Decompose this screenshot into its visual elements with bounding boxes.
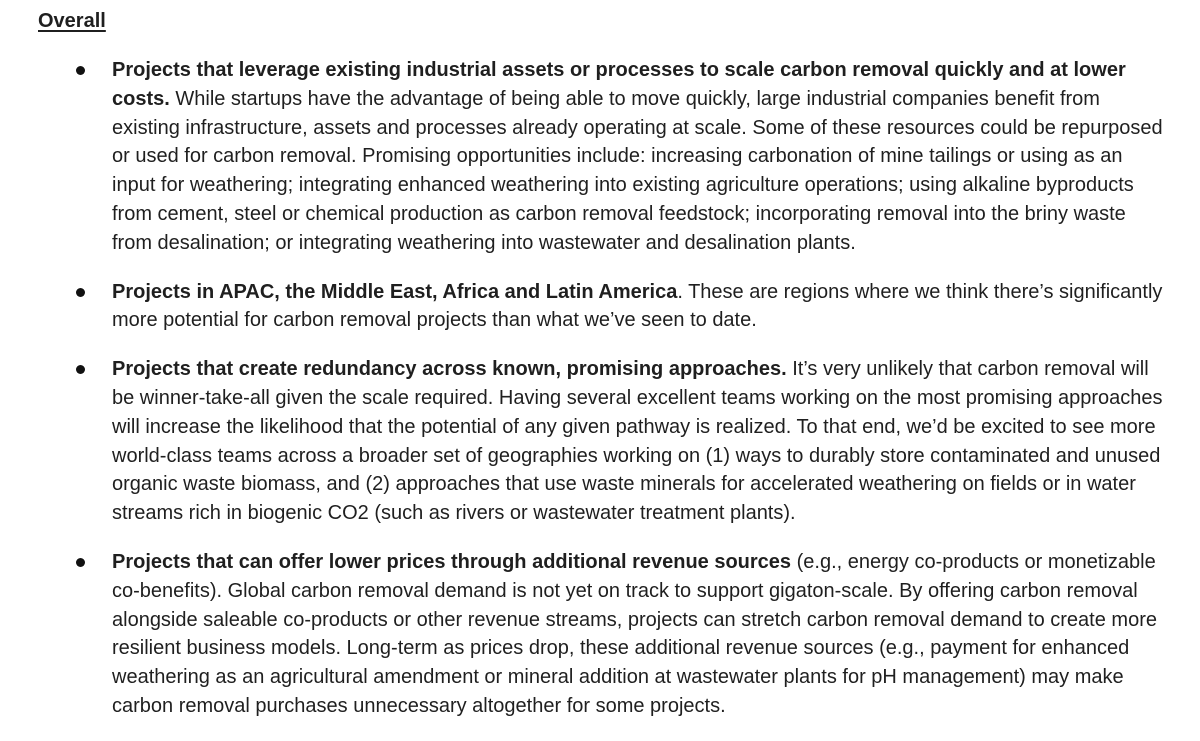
bullet-body-text: While startups have the advantage of being able to move quickly, large industrial companies benefit from existing infrastructure, assets and processes already operating at scale. Some of these resources could be repurposed or used for carbon removal. Promising opportunities include: increasing carbonation of mine tailings or using as an input for weathering; integrating enhanced weathering into existing agriculture operations; using alkaline byproducts from cement, steel or chemical production as carbon removal feedstock; incorporating removal into the briny waste from desalination; or integrating weathering into wastewater and desalination plants. — [112, 87, 1163, 254]
bullet-body-text: It’s very unlikely that carbon removal will be winner-take-all given the scale required. Having several excellent teams working on the most promising approaches will increase the likelihood that the potential of any given pathway is realized. To that end, we’d be excited to see more world-class teams across a broader set of geographies working on (1) ways to durably store contaminated and unused organic waste biomass, and (2) approaches that use waste minerals for accelerated weathering on fields or in water streams rich in biogenic CO2 (such as rivers or wastewater treatment plants). — [112, 358, 1163, 525]
list-item — [38, 278, 1168, 336]
list-item — [38, 355, 1168, 528]
bullet-icon — [76, 288, 85, 297]
bullet-bold-lead: Projects that can offer lower prices through additional revenue sources — [112, 550, 792, 573]
bullet-bold-lead: Projects in APAC, the Middle East, Africa and Latin America — [112, 280, 678, 303]
bullet-icon — [76, 558, 85, 567]
document-body — [38, 8, 1168, 741]
list-item — [38, 548, 1168, 721]
bullet-body-text: . These are regions where we think there’s significantly more potential for carbon removal projects than what we’ve seen to date. — [112, 280, 1163, 332]
bullet-list — [38, 56, 1168, 721]
bullet-icon — [76, 66, 85, 75]
section-heading: Overall — [38, 10, 106, 32]
bullet-icon — [76, 365, 85, 374]
bullet-bold-lead: Projects that leverage existing industrial assets or processes to scale carbon removal quickly and at lower costs. — [112, 59, 1126, 110]
bullet-bold-lead: Projects that create redundancy across known, promising approaches. — [112, 358, 787, 381]
list-item — [38, 56, 1168, 258]
bullet-body-text: (e.g., energy co-products or monetizable co-benefits). Global carbon removal demand is not yet on track to support gigaton-scale. By offering carbon removal alongside saleable co-products or other revenue streams, projects can stretch carbon removal demand to create more resilient business models. Long-term as prices drop, these additional revenue sources (e.g., payment for enhanced weathering as an agricultural amendment or mineral addition at wastewater plants for pH management) may make carbon removal purchases unnecessary altogether for some projects. — [112, 550, 1157, 717]
